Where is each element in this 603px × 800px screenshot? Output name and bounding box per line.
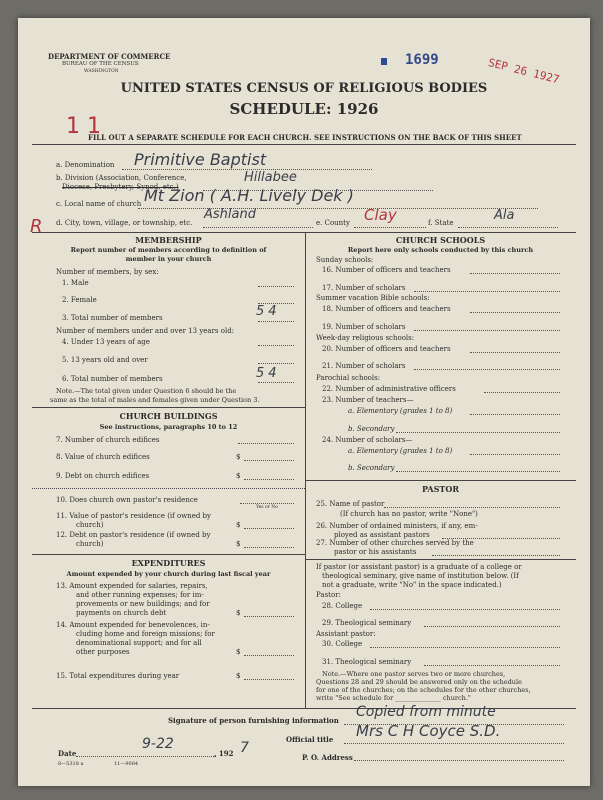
members-by-sex-label: Number of members, by sex: [56, 268, 159, 276]
q26-label-2: ployed as assistant pastors [334, 531, 430, 539]
q2-female-label: 2. Female [62, 296, 97, 304]
q25-note: (If church has no pastor, write "None") [340, 510, 478, 518]
form-title: UNITED STATES CENSUS OF RELIGIOUS BODIES [120, 81, 488, 96]
q31-label: 31. Theological seminary [322, 658, 412, 666]
q4-under13-label: 4. Under 13 years of age [62, 338, 150, 346]
q13-label-2: and other running expenses; for im- [76, 591, 204, 599]
city-town-value: Ashland [204, 207, 256, 222]
q30-label: 30. College [322, 640, 363, 648]
q24a-label: a. Elementary (grades 1 to 8) [348, 447, 453, 455]
pastor-note-2: Questions 28 and 29 should be answered only on the schedule [316, 678, 522, 686]
sunday-schools-label: Sunday schools: [316, 256, 374, 264]
q26-label: 26. Number of ordained ministers, if any, em- [316, 522, 478, 530]
membership-note-2: same as the total of males and females given under Question 3. [50, 396, 260, 404]
q13-label: 13. Amount expended for salaries, repairs, [56, 582, 208, 590]
city-town-label: d. City, town, village, or township, etc. [56, 219, 193, 227]
membership-note: Note.—The total given under Question 6 should be the [56, 387, 237, 395]
county-label: e. County [316, 219, 350, 227]
q10-label: 10. Does church own pastor's residence [56, 496, 198, 504]
q9-label: 9. Debt on church edifices [56, 472, 150, 480]
pastor-note-4: write "See schedule for ______________ church." [316, 694, 471, 702]
q12-dollar: $ [236, 540, 241, 548]
division-label-2: Diocese, Presbytery, Synod, etc.) [62, 183, 179, 191]
state-label: f. State [428, 219, 454, 227]
expenditures-heading: EXPENDITURES [131, 558, 206, 568]
official-title-label: Official title [286, 735, 334, 744]
q24-label: 24. Number of scholars— [322, 436, 413, 444]
denomination-label: a. Denomination [56, 161, 115, 169]
q11-label: 11. Value of pastor's residence (if owned by [56, 512, 211, 520]
division-value: Hillabee [244, 170, 297, 185]
pastor-note-3: for one of the churches; on the schedules for the other churches, [316, 686, 531, 694]
under-over-label: Number of members under and over 13 years old: [56, 327, 235, 335]
q17-label: 17. Number of scholars [322, 284, 406, 292]
q6-total-value: 54 [256, 366, 281, 381]
county-value: Clay [364, 206, 397, 224]
expenditures-intro: Amount expended by your church during last fiscal year [66, 570, 271, 578]
q29-label: 29. Theological seminary [322, 619, 412, 627]
po-address-label: P. O. Address [302, 753, 353, 762]
bureau-label: BUREAU OF THE CENSUS [62, 61, 139, 67]
graduate-instruction-3: not a graduate, write "No" in the space indicated.) [322, 581, 502, 589]
q16-label: 16. Number of officers and teachers [322, 266, 451, 274]
q3-total-value: 54 [256, 304, 281, 319]
church-name-label: c. Local name of church [56, 200, 142, 208]
form-subtitle: SCHEDULE: 1926 [229, 100, 379, 118]
q11-label-2: church) [76, 521, 104, 529]
buildings-intro: See instructions, paragraphs 10 to 12 [99, 423, 238, 431]
stamp-marker-icon [381, 58, 387, 65]
q13-label-3: provements or new buildings; and for [76, 600, 210, 608]
date-value: 9-22 [142, 736, 174, 752]
buildings-heading: CHURCH BUILDINGS [119, 411, 218, 421]
city-label: WASHINGTON [84, 69, 119, 74]
year-digit: 7 [240, 740, 249, 756]
received-date-stamp: SEP 26 1927 [486, 56, 561, 87]
official-title-value: Mrs C H Coyce S.D. [356, 722, 501, 740]
q14-label-3: denominational support; and for all [76, 639, 202, 647]
q25-label: 25. Name of pastor [316, 500, 385, 508]
q15-dollar: $ [236, 672, 241, 680]
q21-label: 21. Number of scholars [322, 362, 406, 370]
pastor-note: Note.—Where one pastor serves two or more churches, [322, 670, 506, 678]
church-name-value: Mt Zion ( A.H. Lively Dek ) [144, 186, 354, 205]
parochial-schools-label: Parochial schools: [316, 374, 381, 382]
division-label: b. Division (Association, Conference, [56, 174, 187, 182]
q8-label: 8. Value of church edifices [56, 453, 150, 461]
q8-dollar: $ [236, 453, 241, 461]
q14-label-2: cluding home and foreign missions; for [76, 630, 215, 638]
summer-schools-label: Summer vacation Bible schools: [316, 294, 430, 302]
q23b-label: b. Secondary [348, 425, 395, 433]
pastor-heading: PASTOR [422, 484, 459, 494]
q7-label: 7. Number of church edifices [56, 436, 160, 444]
q24b-label: b. Secondary [348, 464, 395, 472]
assistant-pastor-subheading: Assistant pastor: [316, 630, 376, 638]
signature-label: Signature of person furnishing information [168, 716, 339, 725]
q14-dollar: $ [236, 648, 241, 656]
q12-label-2: church) [76, 540, 104, 548]
membership-intro-2: member in your church [125, 255, 212, 263]
graduate-instruction: If pastor (or assistant pastor) is a graduate of a college or [316, 563, 522, 571]
q6-total-label: 6. Total number of members [62, 375, 163, 383]
q11-dollar: $ [236, 521, 241, 529]
signature-value: Copied from minute [356, 704, 496, 720]
q12-label: 12. Debt on pastor's residence (if owned by [56, 531, 211, 539]
yes-no-hint: Yes or No [256, 505, 278, 510]
q15-label: 15. Total expenditures during year [56, 672, 180, 680]
q19-label: 19. Number of scholars [322, 323, 406, 331]
state-value: Ala [494, 208, 515, 223]
q9-dollar: $ [236, 472, 241, 480]
graduate-instruction-2: theological seminary, give name of institution below. (If [322, 572, 519, 580]
column-divider [305, 232, 306, 708]
census-schedule-form [18, 18, 590, 786]
q18-label: 18. Number of officers and teachers [322, 305, 451, 313]
q13-label-4: payments on church debt [76, 609, 167, 617]
q13-dollar: $ [236, 609, 241, 617]
form-code: 8—5318 a [58, 761, 84, 767]
department-label: DEPARTMENT OF COMMERCE [48, 52, 171, 61]
q27-label: 27. Number of other churches served by the [316, 539, 474, 547]
pastor-subheading: Pastor: [316, 591, 341, 599]
stamp-number: 1699 [405, 52, 439, 68]
weekday-schools-label: Week-day religious schools: [316, 334, 415, 342]
denomination-value: Primitive Baptist [134, 150, 267, 169]
q27-label-2: pastor or his assistants [334, 548, 417, 556]
margin-letter: R [30, 216, 43, 237]
q5-over13-label: 5. 13 years old and over [62, 356, 148, 364]
membership-intro: Report number of members according to definition of [70, 246, 267, 254]
q20-label: 20. Number of officers and teachers [322, 345, 451, 353]
q1-male-label: 1. Male [62, 279, 89, 287]
margin-mark: 1 1 [66, 114, 101, 139]
membership-heading: MEMBERSHIP [135, 235, 202, 245]
year-prefix: , 192 [214, 749, 234, 758]
date-label: Date [58, 749, 77, 758]
schools-intro: Report here only schools conducted by this church [347, 246, 534, 254]
q28-label: 28. College [322, 602, 363, 610]
q14-label: 14. Amount expended for benevolences, in- [56, 621, 210, 629]
q14-label-4: other purposes [76, 648, 130, 656]
header-divider [32, 144, 576, 145]
form-instruction: FILL OUT A SEPARATE SCHEDULE FOR EACH CHURCH. SEE INSTRUCTIONS ON THE BACK OF THIS SHEET [88, 133, 522, 142]
q22-label: 22. Number of administrative officers [322, 385, 456, 393]
q23-label: 23. Number of teachers— [322, 396, 414, 404]
print-code: 11—9084 [114, 761, 139, 767]
q23a-label: a. Elementary (grades 1 to 8) [348, 407, 453, 415]
schools-heading: CHURCH SCHOOLS [395, 235, 486, 245]
q3-total-label: 3. Total number of members [62, 314, 163, 322]
